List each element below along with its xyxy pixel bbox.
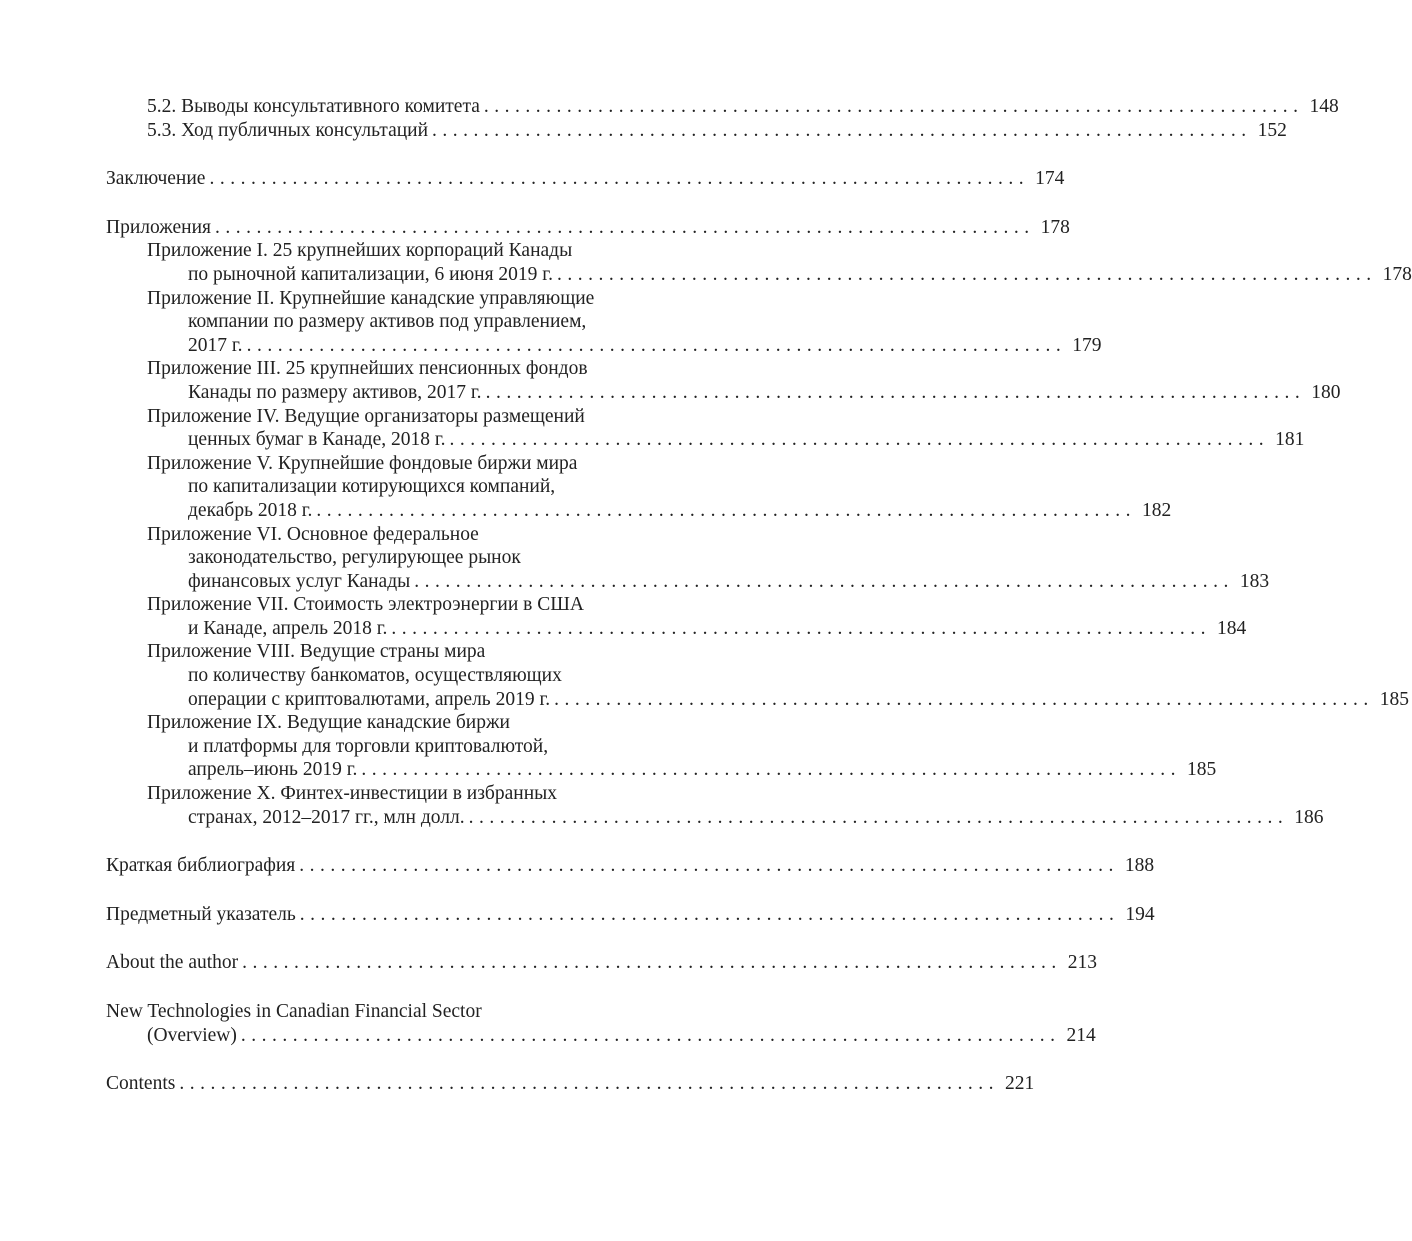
- toc-entry-appendix-10-last[interactable]: [188, 806, 1324, 830]
- toc-entry-title: странах, 2012–2017 гг., млн долл.: [188, 806, 465, 828]
- dot-leader: ...............................................................................: [391, 617, 1212, 639]
- toc-entry-appendix-2-last[interactable]: [188, 334, 1102, 358]
- toc-entry-page: 181: [1275, 429, 1305, 451]
- toc-entry-appendix-1[interactable]: Приложение I. 25 крупнейших корпораций Канады: [147, 240, 573, 262]
- dot-leader: ...............................................................................: [554, 688, 1374, 710]
- toc-entry-title: (Overview): [147, 1024, 237, 1046]
- toc-entry-index[interactable]: [106, 903, 1155, 927]
- dot-leader: ...............................................................................: [214, 216, 1035, 238]
- dot-leader: ...............................................................................: [240, 1024, 1061, 1046]
- toc-entry-page: 178: [1040, 216, 1070, 238]
- dot-leader: ...............................................................................: [485, 381, 1306, 403]
- toc-entry-appendix-8-cont[interactable]: по количеству банкоматов, осуществляющих: [188, 665, 562, 687]
- toc-entry-appendix-7-last[interactable]: [188, 617, 1247, 641]
- toc-entry-title: ценных бумаг в Канаде, 2018 г.: [188, 429, 446, 451]
- toc-entry-page: 152: [1257, 119, 1287, 141]
- toc-entry-title: по рыночной капитализации, 6 июня 2019 г.: [188, 263, 553, 285]
- toc-entry-contents[interactable]: [106, 1072, 1035, 1096]
- toc-entry-appendix-2[interactable]: Приложение II. Крупнейшие канадские управляющие: [147, 287, 595, 309]
- toc-entry-appendix-5[interactable]: Приложение V. Крупнейшие фондовые биржи мира: [147, 452, 578, 474]
- toc-entry-title: Канады по размеру активов, 2017 г.: [188, 381, 482, 403]
- toc-entry-title: Предметный указатель: [106, 903, 296, 925]
- toc-entry-appendix-4[interactable]: Приложение IV. Ведущие организаторы размещений: [147, 405, 585, 427]
- toc-entry-title: операции с криптовалютами, апрель 2019 г.: [188, 688, 551, 710]
- toc-entry-appendix-6-cont[interactable]: законодательство, регулирующее рынок: [188, 547, 521, 569]
- toc-entry-title: 2017 г.: [188, 334, 243, 356]
- toc-entry-overview[interactable]: New Technologies in Canadian Financial Sector: [106, 1001, 482, 1022]
- toc-entry-page: 183: [1239, 570, 1270, 592]
- toc-entry-page: 178: [1382, 263, 1412, 285]
- toc-entry-page: 182: [1142, 499, 1172, 521]
- dot-leader: ...............................................................................: [414, 570, 1234, 592]
- toc-entry-appendix-6-last[interactable]: [188, 570, 1270, 594]
- toc-entry-title: Заключение: [106, 168, 206, 190]
- toc-entry-page: 148: [1309, 96, 1339, 117]
- toc-entry-appendix-4-last[interactable]: [188, 428, 1305, 452]
- dot-leader: ...............................................................................: [316, 499, 1137, 521]
- toc-entry-about-author[interactable]: [106, 951, 1098, 975]
- toc-entry-page: 186: [1294, 806, 1324, 828]
- toc-entry-conclusion[interactable]: [106, 167, 1065, 191]
- dot-leader: ...............................................................................: [179, 1073, 999, 1095]
- dot-leader: ...............................................................................: [299, 855, 1119, 877]
- toc-entry-page: 221: [1004, 1073, 1035, 1095]
- toc-entry-title: Приложения: [106, 216, 211, 238]
- toc-entry-title: и Канаде, апрель 2018 г.: [188, 617, 388, 639]
- toc-entry-5-2[interactable]: [147, 95, 1339, 119]
- toc-entry-title: Contents: [106, 1073, 176, 1095]
- toc-entry-bibliography[interactable]: [106, 854, 1155, 878]
- dot-leader: ...............................................................................: [556, 263, 1377, 285]
- dot-leader: ...............................................................................: [242, 952, 1062, 974]
- dot-leader: ...............................................................................: [361, 759, 1181, 781]
- toc-entry-appendix-3-last[interactable]: [188, 381, 1341, 405]
- toc-entry-page: 174: [1035, 168, 1065, 190]
- toc-entry-appendix-1-last[interactable]: [188, 263, 1412, 287]
- toc-entry-title: 5.3. Ход публичных консультаций: [147, 119, 429, 141]
- toc-entry-title: Краткая библиография: [106, 855, 296, 877]
- dot-leader: ...............................................................................: [299, 903, 1120, 925]
- dot-leader: ...............................................................................: [483, 96, 1304, 117]
- toc-entry-appendices[interactable]: [106, 216, 1070, 240]
- dot-leader: ...............................................................................: [246, 334, 1067, 356]
- toc-entry-title: финансовых услуг Канады: [188, 570, 411, 592]
- dot-leader: ...............................................................................: [209, 168, 1030, 190]
- toc-entry-page: 185: [1187, 759, 1217, 781]
- toc-entry-title: 5.2. Выводы консультативного комитета: [147, 96, 480, 117]
- toc-entry-appendix-7[interactable]: Приложение VII. Стоимость электроэнергии в США: [147, 594, 584, 616]
- toc-entry-appendix-8[interactable]: Приложение VIII. Ведущие страны мира: [147, 641, 486, 663]
- dot-leader: ...............................................................................: [432, 119, 1252, 141]
- toc-entry-appendix-5-last[interactable]: [188, 499, 1172, 523]
- table-of-contents: [106, 95, 1412, 1096]
- toc-entry-appendix-8-last[interactable]: [188, 688, 1409, 712]
- toc-entry-appendix-10[interactable]: Приложение X. Финтех-инвестиции в избранных: [147, 783, 557, 805]
- toc-entry-page: 184: [1217, 617, 1247, 639]
- dot-leader: ...............................................................................: [449, 429, 1270, 451]
- toc-entry-page: 214: [1066, 1024, 1096, 1046]
- toc-entry-title: декабрь 2018 г.: [188, 499, 313, 521]
- toc-entry-page: 188: [1124, 855, 1155, 877]
- toc-entry-page: 185: [1379, 688, 1409, 710]
- toc-entry-appendix-9-last[interactable]: [188, 758, 1217, 782]
- dot-leader: ...............................................................................: [468, 806, 1289, 828]
- toc-entry-appendix-9[interactable]: Приложение IX. Ведущие канадские биржи: [147, 712, 510, 734]
- toc-entry-page: 194: [1125, 903, 1155, 925]
- toc-entry-overview-last[interactable]: [147, 1024, 1096, 1048]
- toc-entry-appendix-5-cont[interactable]: по капитализации котирующихся компаний,: [188, 476, 556, 498]
- toc-entry-appendix-2-cont[interactable]: компании по размеру активов под управлением,: [188, 311, 587, 333]
- toc-entry-page: 179: [1072, 334, 1102, 356]
- toc-entry-title: апрель–июнь 2019 г.: [188, 759, 358, 781]
- toc-entry-page: 213: [1067, 952, 1098, 974]
- toc-entry-appendix-3[interactable]: Приложение III. 25 крупнейших пенсионных фондов: [147, 358, 588, 380]
- toc-entry-appendix-9-cont[interactable]: и платформы для торговли криптовалютой,: [188, 735, 549, 757]
- toc-entry-5-3[interactable]: [147, 119, 1287, 143]
- toc-entry-appendix-6[interactable]: Приложение VI. Основное федеральное: [147, 523, 479, 545]
- toc-entry-page: 180: [1311, 381, 1341, 403]
- toc-entry-title: About the author: [106, 952, 239, 974]
